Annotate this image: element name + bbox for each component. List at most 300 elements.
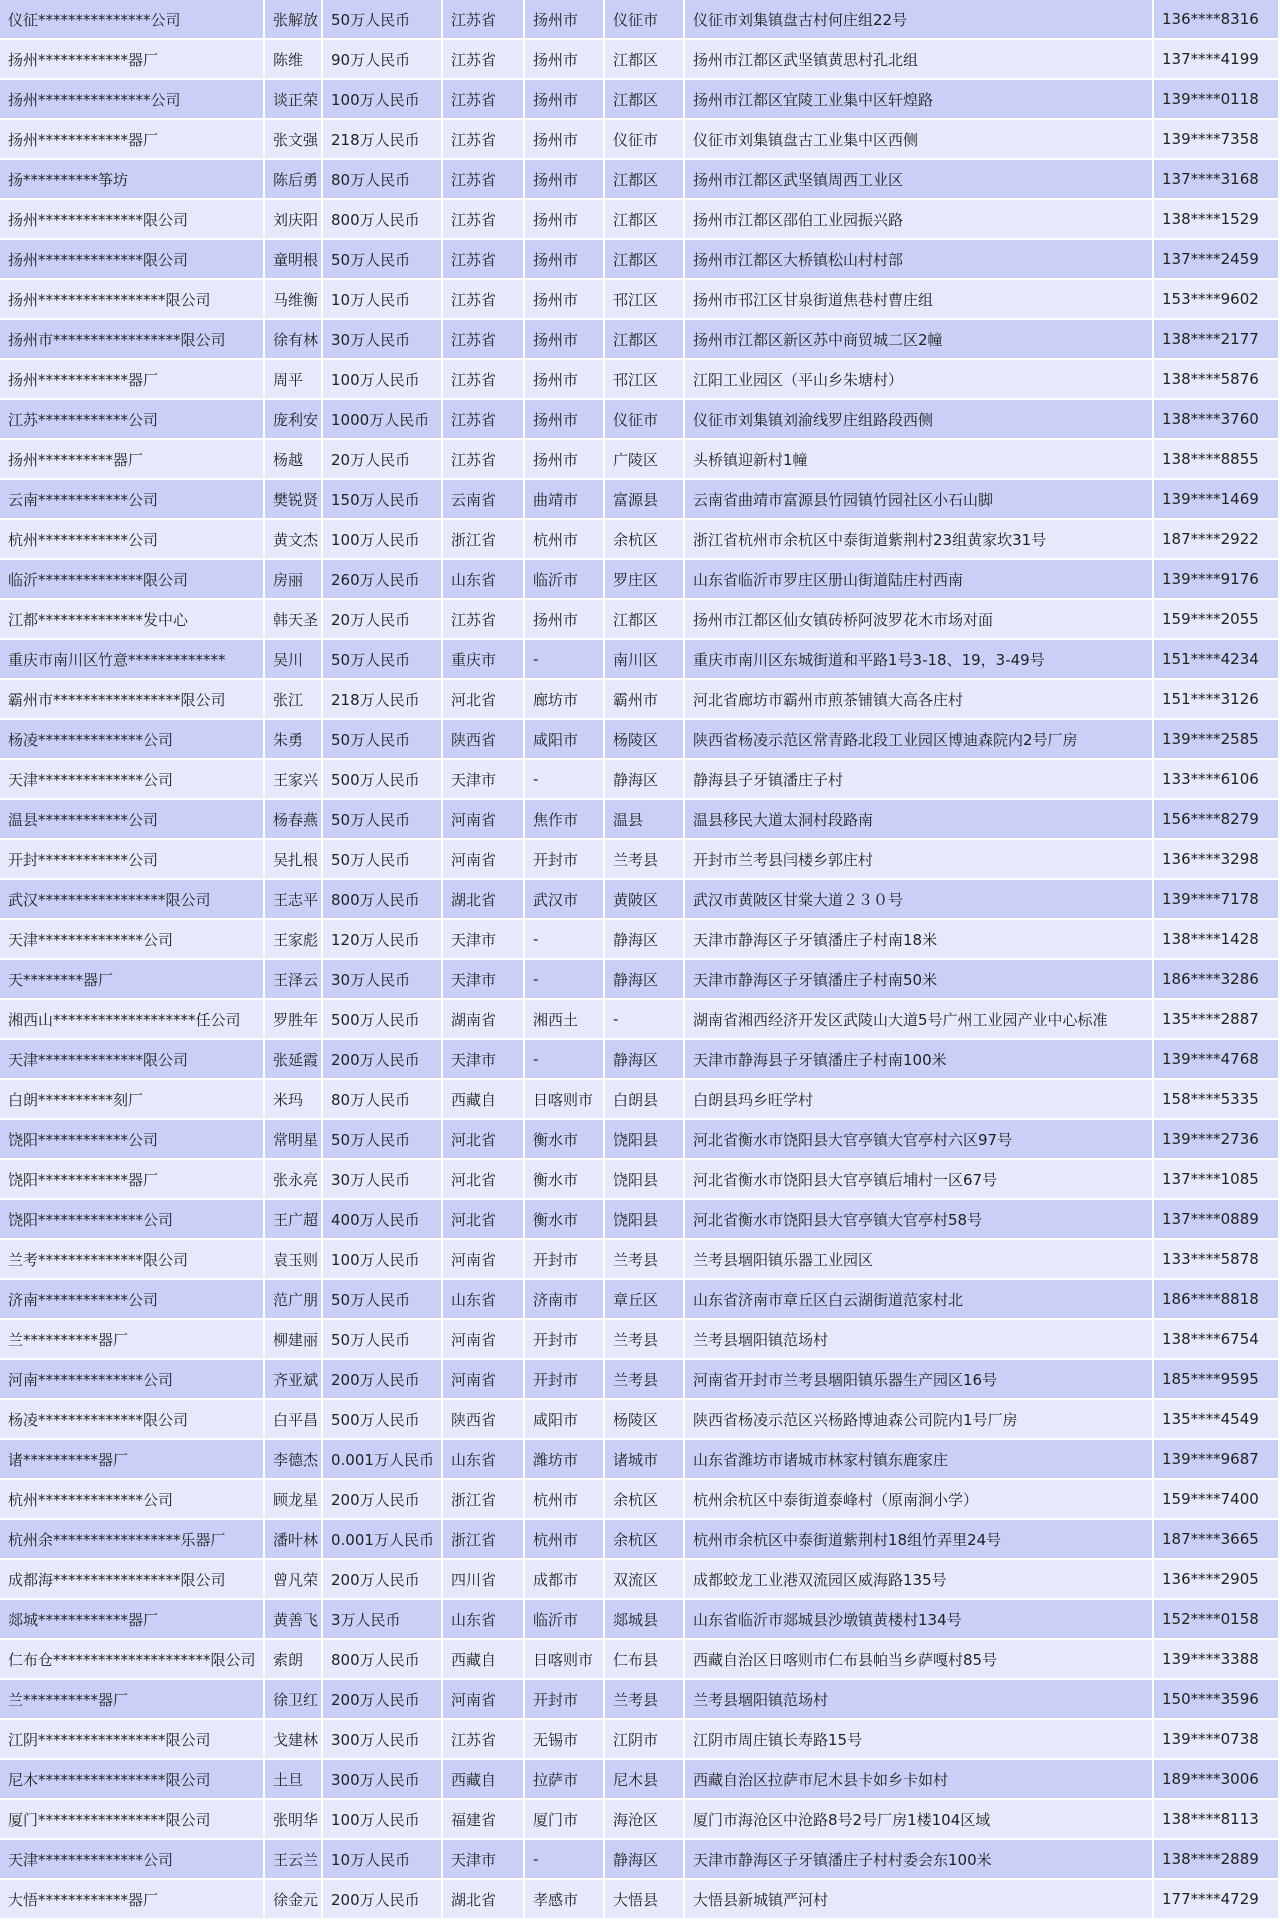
registered-capital-cell: 100万人民币 — [323, 360, 443, 400]
province-cell: 河北省 — [443, 680, 525, 720]
district-cell: 江都区 — [605, 160, 685, 200]
city-cell: 咸阳市 — [525, 1400, 605, 1440]
table-row — [0, 1880, 1280, 1920]
address-cell: 扬州市江都区武坚镇黄思村孔北组 — [685, 40, 1154, 80]
table-row — [0, 960, 1280, 1000]
address-cell: 扬州市江都区武坚镇周西工业区 — [685, 160, 1154, 200]
city-cell: 曲靖市 — [525, 480, 605, 520]
address-cell: 兰考县堌阳镇范场村 — [685, 1680, 1154, 1720]
district-cell: 江都区 — [605, 200, 685, 240]
company-name-cell: 兰考**************限公司 — [0, 1240, 265, 1280]
company-name-cell: 扬州**********器厂 — [0, 440, 265, 480]
table-row — [0, 1640, 1280, 1680]
district-cell: 兰考县 — [605, 1240, 685, 1280]
company-name-cell: 大悟************器厂 — [0, 1880, 265, 1920]
company-name-cell: 天********器厂 — [0, 960, 265, 1000]
legal-person-cell: 张解放 — [265, 0, 323, 40]
registered-capital-cell: 50万人民币 — [323, 640, 443, 680]
address-cell: 厦门市海沧区中沧路8号2号厂房1楼104区域 — [685, 1800, 1154, 1840]
registered-capital-cell: 100万人民币 — [323, 80, 443, 120]
registered-capital-cell: 0.001万人民币 — [323, 1440, 443, 1480]
table-row — [0, 1800, 1280, 1840]
district-cell: 仪征市 — [605, 0, 685, 40]
table-row — [0, 1200, 1280, 1240]
city-cell: 扬州市 — [525, 360, 605, 400]
province-cell: 四川省 — [443, 1560, 525, 1600]
registered-capital-cell: 200万人民币 — [323, 1680, 443, 1720]
address-cell: 河北省廊坊市霸州市煎茶铺镇大高各庄村 — [685, 680, 1154, 720]
city-cell: 济南市 — [525, 1280, 605, 1320]
district-cell: 静海区 — [605, 1840, 685, 1880]
province-cell: 江苏省 — [443, 200, 525, 240]
phone-cell: 139****9687 — [1154, 1440, 1280, 1480]
district-cell: 仁布县 — [605, 1640, 685, 1680]
address-cell: 成都蛟龙工业港双流园区威海路135号 — [685, 1560, 1154, 1600]
province-cell: 天津市 — [443, 960, 525, 1000]
registered-capital-cell: 150万人民币 — [323, 480, 443, 520]
phone-cell: 138****8855 — [1154, 440, 1280, 480]
city-cell: 扬州市 — [525, 160, 605, 200]
registered-capital-cell: 30万人民币 — [323, 960, 443, 1000]
city-cell: - — [525, 760, 605, 800]
phone-cell: 139****7358 — [1154, 120, 1280, 160]
company-name-cell: 云南************公司 — [0, 480, 265, 520]
city-cell: 潍坊市 — [525, 1440, 605, 1480]
company-name-cell: 扬**********筝坊 — [0, 160, 265, 200]
district-cell: 饶阳县 — [605, 1120, 685, 1160]
district-cell: 江都区 — [605, 80, 685, 120]
phone-cell: 136****8316 — [1154, 0, 1280, 40]
legal-person-cell: 吴川 — [265, 640, 323, 680]
city-cell: 孝感市 — [525, 1880, 605, 1920]
table-row — [0, 1560, 1280, 1600]
phone-cell: 139****9176 — [1154, 560, 1280, 600]
phone-cell: 151****3126 — [1154, 680, 1280, 720]
registered-capital-cell: 218万人民币 — [323, 680, 443, 720]
registered-capital-cell: 50万人民币 — [323, 1280, 443, 1320]
province-cell: 山东省 — [443, 1440, 525, 1480]
legal-person-cell: 张文强 — [265, 120, 323, 160]
district-cell: 饶阳县 — [605, 1160, 685, 1200]
legal-person-cell: 马维衡 — [265, 280, 323, 320]
district-cell: 双流区 — [605, 1560, 685, 1600]
table-row — [0, 1160, 1280, 1200]
district-cell: 温县 — [605, 800, 685, 840]
district-cell: 余杭区 — [605, 1480, 685, 1520]
table-row — [0, 680, 1280, 720]
city-cell: 扬州市 — [525, 0, 605, 40]
district-cell: 江阴市 — [605, 1720, 685, 1760]
district-cell: 兰考县 — [605, 1680, 685, 1720]
table-row — [0, 520, 1280, 560]
province-cell: 天津市 — [443, 760, 525, 800]
city-cell: 衡水市 — [525, 1120, 605, 1160]
phone-cell: 138****2889 — [1154, 1840, 1280, 1880]
company-name-cell: 兰**********器厂 — [0, 1320, 265, 1360]
company-name-cell: 天津**************公司 — [0, 760, 265, 800]
province-cell: 河南省 — [443, 1360, 525, 1400]
city-cell: 成都市 — [525, 1560, 605, 1600]
registered-capital-cell: 90万人民币 — [323, 40, 443, 80]
company-name-cell: 扬州***************公司 — [0, 80, 265, 120]
legal-person-cell: 陈维 — [265, 40, 323, 80]
phone-cell: 138****1428 — [1154, 920, 1280, 960]
legal-person-cell: 土旦 — [265, 1760, 323, 1800]
legal-person-cell: 黄善飞 — [265, 1600, 323, 1640]
registered-capital-cell: 50万人民币 — [323, 840, 443, 880]
address-cell: 兰考县堌阳镇范场村 — [685, 1320, 1154, 1360]
city-cell: - — [525, 1840, 605, 1880]
legal-person-cell: 王云兰 — [265, 1840, 323, 1880]
province-cell: 河南省 — [443, 800, 525, 840]
province-cell: 重庆市 — [443, 640, 525, 680]
company-name-cell: 扬州************器厂 — [0, 120, 265, 160]
table-row — [0, 1600, 1280, 1640]
address-cell: 西藏自治区拉萨市尼木县卡如乡卡如村 — [685, 1760, 1154, 1800]
province-cell: 江苏省 — [443, 280, 525, 320]
company-name-cell: 厦门*****************限公司 — [0, 1800, 265, 1840]
legal-person-cell: 吴扎根 — [265, 840, 323, 880]
registered-capital-cell: 800万人民币 — [323, 880, 443, 920]
company-name-cell: 扬州市*****************限公司 — [0, 320, 265, 360]
address-cell: 杭州余杭区中泰街道泰峰村（原南涧小学） — [685, 1480, 1154, 1520]
company-name-cell: 天津**************限公司 — [0, 1040, 265, 1080]
province-cell: 江苏省 — [443, 600, 525, 640]
phone-cell: 151****4234 — [1154, 640, 1280, 680]
registered-capital-cell: 1000万人民币 — [323, 400, 443, 440]
legal-person-cell: 刘庆阳 — [265, 200, 323, 240]
province-cell: 浙江省 — [443, 1520, 525, 1560]
district-cell: 静海区 — [605, 760, 685, 800]
district-cell: 饶阳县 — [605, 1200, 685, 1240]
address-cell: 扬州市江都区邵伯工业园振兴路 — [685, 200, 1154, 240]
district-cell: 江都区 — [605, 240, 685, 280]
registered-capital-cell: 200万人民币 — [323, 1480, 443, 1520]
company-name-cell: 扬州**************限公司 — [0, 200, 265, 240]
district-cell: 仪征市 — [605, 120, 685, 160]
district-cell: 郯城县 — [605, 1600, 685, 1640]
company-name-cell: 诸**********器厂 — [0, 1440, 265, 1480]
table-row — [0, 880, 1280, 920]
legal-person-cell: 王泽云 — [265, 960, 323, 1000]
district-cell: 黄陂区 — [605, 880, 685, 920]
address-cell: 扬州市邗江区甘泉街道焦巷村曹庄组 — [685, 280, 1154, 320]
registered-capital-cell: 200万人民币 — [323, 1360, 443, 1400]
province-cell: 云南省 — [443, 480, 525, 520]
phone-cell: 133****5878 — [1154, 1240, 1280, 1280]
province-cell: 浙江省 — [443, 1480, 525, 1520]
table-row — [0, 800, 1280, 840]
city-cell: 扬州市 — [525, 400, 605, 440]
province-cell: 江苏省 — [443, 400, 525, 440]
address-cell: 仪征市刘集镇盘古村何庄组22号 — [685, 0, 1154, 40]
table-row — [0, 120, 1280, 160]
company-name-cell: 兰**********器厂 — [0, 1680, 265, 1720]
phone-cell: 189****3006 — [1154, 1760, 1280, 1800]
district-cell: 罗庄区 — [605, 560, 685, 600]
district-cell: 南川区 — [605, 640, 685, 680]
province-cell: 浙江省 — [443, 520, 525, 560]
address-cell: 河南省开封市兰考县堌阳镇乐器生产园区16号 — [685, 1360, 1154, 1400]
district-cell: 海沧区 — [605, 1800, 685, 1840]
address-cell: 杭州市余杭区中泰街道紫荆村18组竹弄里24号 — [685, 1520, 1154, 1560]
table-row — [0, 1000, 1280, 1040]
registered-capital-cell: 400万人民币 — [323, 1200, 443, 1240]
company-name-cell: 成都海*****************限公司 — [0, 1560, 265, 1600]
legal-person-cell: 王广超 — [265, 1200, 323, 1240]
registered-capital-cell: 300万人民币 — [323, 1720, 443, 1760]
district-cell: 余杭区 — [605, 1520, 685, 1560]
registered-capital-cell: 0.001万人民币 — [323, 1520, 443, 1560]
table-row — [0, 40, 1280, 80]
district-cell: 江都区 — [605, 320, 685, 360]
city-cell: 杭州市 — [525, 1480, 605, 1520]
table-row — [0, 160, 1280, 200]
phone-cell: 156****8279 — [1154, 800, 1280, 840]
phone-cell: 137****2459 — [1154, 240, 1280, 280]
phone-cell: 135****2887 — [1154, 1000, 1280, 1040]
legal-person-cell: 童明根 — [265, 240, 323, 280]
address-cell: 天津市静海区子牙镇潘庄子村南18米 — [685, 920, 1154, 960]
province-cell: 湖南省 — [443, 1000, 525, 1040]
phone-cell: 186****3286 — [1154, 960, 1280, 1000]
address-cell: 山东省济南市章丘区白云湖街道范家村北 — [685, 1280, 1154, 1320]
address-cell: 开封市兰考县闫楼乡郭庄村 — [685, 840, 1154, 880]
table-row — [0, 320, 1280, 360]
district-cell: 广陵区 — [605, 440, 685, 480]
registered-capital-cell: 200万人民币 — [323, 1560, 443, 1600]
company-name-cell: 杭州************公司 — [0, 520, 265, 560]
address-cell: 天津市静海区子牙镇潘庄子村南50米 — [685, 960, 1154, 1000]
company-name-cell: 仁布仓*********************限公司 — [0, 1640, 265, 1680]
city-cell: 无锡市 — [525, 1720, 605, 1760]
registered-capital-cell: 20万人民币 — [323, 600, 443, 640]
address-cell: 山东省临沂市罗庄区册山街道陆庄村西南 — [685, 560, 1154, 600]
phone-cell: 153****9602 — [1154, 280, 1280, 320]
province-cell: 江苏省 — [443, 240, 525, 280]
registered-capital-cell: 20万人民币 — [323, 440, 443, 480]
phone-cell: 150****3596 — [1154, 1680, 1280, 1720]
province-cell: 河南省 — [443, 1680, 525, 1720]
company-name-cell: 尼木*****************限公司 — [0, 1760, 265, 1800]
phone-cell: 136****3298 — [1154, 840, 1280, 880]
registered-capital-cell: 260万人民币 — [323, 560, 443, 600]
registered-capital-cell: 500万人民币 — [323, 1400, 443, 1440]
table-row — [0, 200, 1280, 240]
district-cell: 大悟县 — [605, 1880, 685, 1920]
table-row — [0, 240, 1280, 280]
legal-person-cell: 房丽 — [265, 560, 323, 600]
phone-cell: 187****3665 — [1154, 1520, 1280, 1560]
city-cell: 咸阳市 — [525, 720, 605, 760]
legal-person-cell: 曾凡荣 — [265, 1560, 323, 1600]
phone-cell: 138****2177 — [1154, 320, 1280, 360]
address-cell: 云南省曲靖市富源县竹园镇竹园社区小石山脚 — [685, 480, 1154, 520]
registered-capital-cell: 500万人民币 — [323, 1000, 443, 1040]
district-cell: - — [605, 1000, 685, 1040]
province-cell: 江苏省 — [443, 360, 525, 400]
registered-capital-cell: 10万人民币 — [323, 280, 443, 320]
legal-person-cell: 陈后勇 — [265, 160, 323, 200]
table-row — [0, 640, 1280, 680]
company-name-cell: 天津**************公司 — [0, 1840, 265, 1880]
registered-capital-cell: 50万人民币 — [323, 0, 443, 40]
address-cell: 山东省临沂市郯城县沙墩镇黄楼村134号 — [685, 1600, 1154, 1640]
table-row — [0, 760, 1280, 800]
registered-capital-cell: 50万人民币 — [323, 240, 443, 280]
table-row — [0, 1360, 1280, 1400]
table-row — [0, 1040, 1280, 1080]
company-name-cell: 扬州************器厂 — [0, 40, 265, 80]
company-name-cell: 扬州*****************限公司 — [0, 280, 265, 320]
address-cell: 头桥镇迎新村1幢 — [685, 440, 1154, 480]
phone-cell: 139****2585 — [1154, 720, 1280, 760]
province-cell: 山东省 — [443, 560, 525, 600]
table-row — [0, 80, 1280, 120]
legal-person-cell: 徐有林 — [265, 320, 323, 360]
table-row — [0, 920, 1280, 960]
province-cell: 江苏省 — [443, 80, 525, 120]
company-name-cell: 临沂**************限公司 — [0, 560, 265, 600]
phone-cell: 137****1085 — [1154, 1160, 1280, 1200]
legal-person-cell: 白平昌 — [265, 1400, 323, 1440]
company-name-cell: 扬州************器厂 — [0, 360, 265, 400]
registered-capital-cell: 50万人民币 — [323, 800, 443, 840]
city-cell: 扬州市 — [525, 600, 605, 640]
city-cell: 扬州市 — [525, 280, 605, 320]
company-name-cell: 湘西山*******************任公司 — [0, 1000, 265, 1040]
district-cell: 邗江区 — [605, 280, 685, 320]
city-cell: 湘西土 — [525, 1000, 605, 1040]
phone-cell: 158****5335 — [1154, 1080, 1280, 1120]
table-row — [0, 1840, 1280, 1880]
table-row — [0, 1240, 1280, 1280]
province-cell: 河南省 — [443, 1240, 525, 1280]
address-cell: 白朗县玛乡旺学村 — [685, 1080, 1154, 1120]
registered-capital-cell: 120万人民币 — [323, 920, 443, 960]
table-row — [0, 440, 1280, 480]
registered-capital-cell: 80万人民币 — [323, 1080, 443, 1120]
address-cell: 静海县子牙镇潘庄子村 — [685, 760, 1154, 800]
district-cell: 仪征市 — [605, 400, 685, 440]
company-name-cell: 饶阳************公司 — [0, 1120, 265, 1160]
province-cell: 江苏省 — [443, 320, 525, 360]
table-row — [0, 1520, 1280, 1560]
legal-person-cell: 谈正荣 — [265, 80, 323, 120]
province-cell: 江苏省 — [443, 160, 525, 200]
company-name-cell: 河南**************公司 — [0, 1360, 265, 1400]
table-row — [0, 1080, 1280, 1120]
phone-cell: 159****2055 — [1154, 600, 1280, 640]
district-cell: 兰考县 — [605, 1320, 685, 1360]
city-cell: 衡水市 — [525, 1200, 605, 1240]
legal-person-cell: 王志平 — [265, 880, 323, 920]
table-row — [0, 560, 1280, 600]
phone-cell: 137****3168 — [1154, 160, 1280, 200]
city-cell: 开封市 — [525, 1320, 605, 1360]
registered-capital-cell: 800万人民币 — [323, 200, 443, 240]
phone-cell: 136****2905 — [1154, 1560, 1280, 1600]
legal-person-cell: 米玛 — [265, 1080, 323, 1120]
phone-cell: 152****0158 — [1154, 1600, 1280, 1640]
table-row — [0, 1440, 1280, 1480]
province-cell: 西藏自 — [443, 1640, 525, 1680]
city-cell: 日喀则市 — [525, 1080, 605, 1120]
registered-capital-cell: 100万人民币 — [323, 520, 443, 560]
address-cell: 大悟县新城镇严河村 — [685, 1880, 1154, 1920]
legal-person-cell: 潘叶林 — [265, 1520, 323, 1560]
province-cell: 福建省 — [443, 1800, 525, 1840]
company-name-cell: 扬州**************限公司 — [0, 240, 265, 280]
company-name-cell: 武汉*****************限公司 — [0, 880, 265, 920]
district-cell: 静海区 — [605, 960, 685, 1000]
province-cell: 湖北省 — [443, 1880, 525, 1920]
table-row — [0, 1120, 1280, 1160]
province-cell: 江苏省 — [443, 40, 525, 80]
legal-person-cell: 杨越 — [265, 440, 323, 480]
phone-cell: 135****4549 — [1154, 1400, 1280, 1440]
city-cell: 扬州市 — [525, 200, 605, 240]
city-cell: - — [525, 1040, 605, 1080]
table-row — [0, 1400, 1280, 1440]
company-name-cell: 杭州余*****************乐器厂 — [0, 1520, 265, 1560]
table-row — [0, 0, 1280, 40]
city-cell: 开封市 — [525, 1680, 605, 1720]
registered-capital-cell: 200万人民币 — [323, 1040, 443, 1080]
company-name-cell: 重庆市南川区竹意************* — [0, 640, 265, 680]
phone-cell: 186****8818 — [1154, 1280, 1280, 1320]
district-cell: 兰考县 — [605, 1360, 685, 1400]
city-cell: 廊坊市 — [525, 680, 605, 720]
phone-cell: 138****3760 — [1154, 400, 1280, 440]
phone-cell: 139****0738 — [1154, 1720, 1280, 1760]
legal-person-cell: 周平 — [265, 360, 323, 400]
company-name-cell: 饶阳**************公司 — [0, 1200, 265, 1240]
province-cell: 陕西省 — [443, 1400, 525, 1440]
registered-capital-cell: 80万人民币 — [323, 160, 443, 200]
district-cell: 邗江区 — [605, 360, 685, 400]
province-cell: 山东省 — [443, 1600, 525, 1640]
province-cell: 江苏省 — [443, 0, 525, 40]
company-name-cell: 温县************公司 — [0, 800, 265, 840]
phone-cell: 187****2922 — [1154, 520, 1280, 560]
registered-capital-cell: 100万人民币 — [323, 1240, 443, 1280]
province-cell: 天津市 — [443, 1040, 525, 1080]
district-cell: 白朗县 — [605, 1080, 685, 1120]
city-cell: - — [525, 960, 605, 1000]
address-cell: 扬州市江都区仙女镇砖桥阿波罗花木市场对面 — [685, 600, 1154, 640]
table-row — [0, 400, 1280, 440]
legal-person-cell: 戈建林 — [265, 1720, 323, 1760]
registered-capital-cell: 50万人民币 — [323, 720, 443, 760]
district-cell: 霸州市 — [605, 680, 685, 720]
district-cell: 兰考县 — [605, 840, 685, 880]
legal-person-cell: 齐亚斌 — [265, 1360, 323, 1400]
legal-person-cell: 徐金元 — [265, 1880, 323, 1920]
city-cell: 扬州市 — [525, 320, 605, 360]
city-cell: 杭州市 — [525, 520, 605, 560]
city-cell: 焦作市 — [525, 800, 605, 840]
registered-capital-cell: 800万人民币 — [323, 1640, 443, 1680]
address-cell: 江阳工业园区（平山乡朱塘村） — [685, 360, 1154, 400]
phone-cell: 139****2736 — [1154, 1120, 1280, 1160]
legal-person-cell: 庞利安 — [265, 400, 323, 440]
address-cell: 仪征市刘集镇刘渝线罗庄组路段西侧 — [685, 400, 1154, 440]
address-cell: 扬州市江都区新区苏中商贸城二区2幢 — [685, 320, 1154, 360]
company-name-cell: 郯城************器厂 — [0, 1600, 265, 1640]
address-cell: 陕西省杨凌示范区兴杨路博迪森公司院内1号厂房 — [685, 1400, 1154, 1440]
company-name-cell: 仪征***************公司 — [0, 0, 265, 40]
